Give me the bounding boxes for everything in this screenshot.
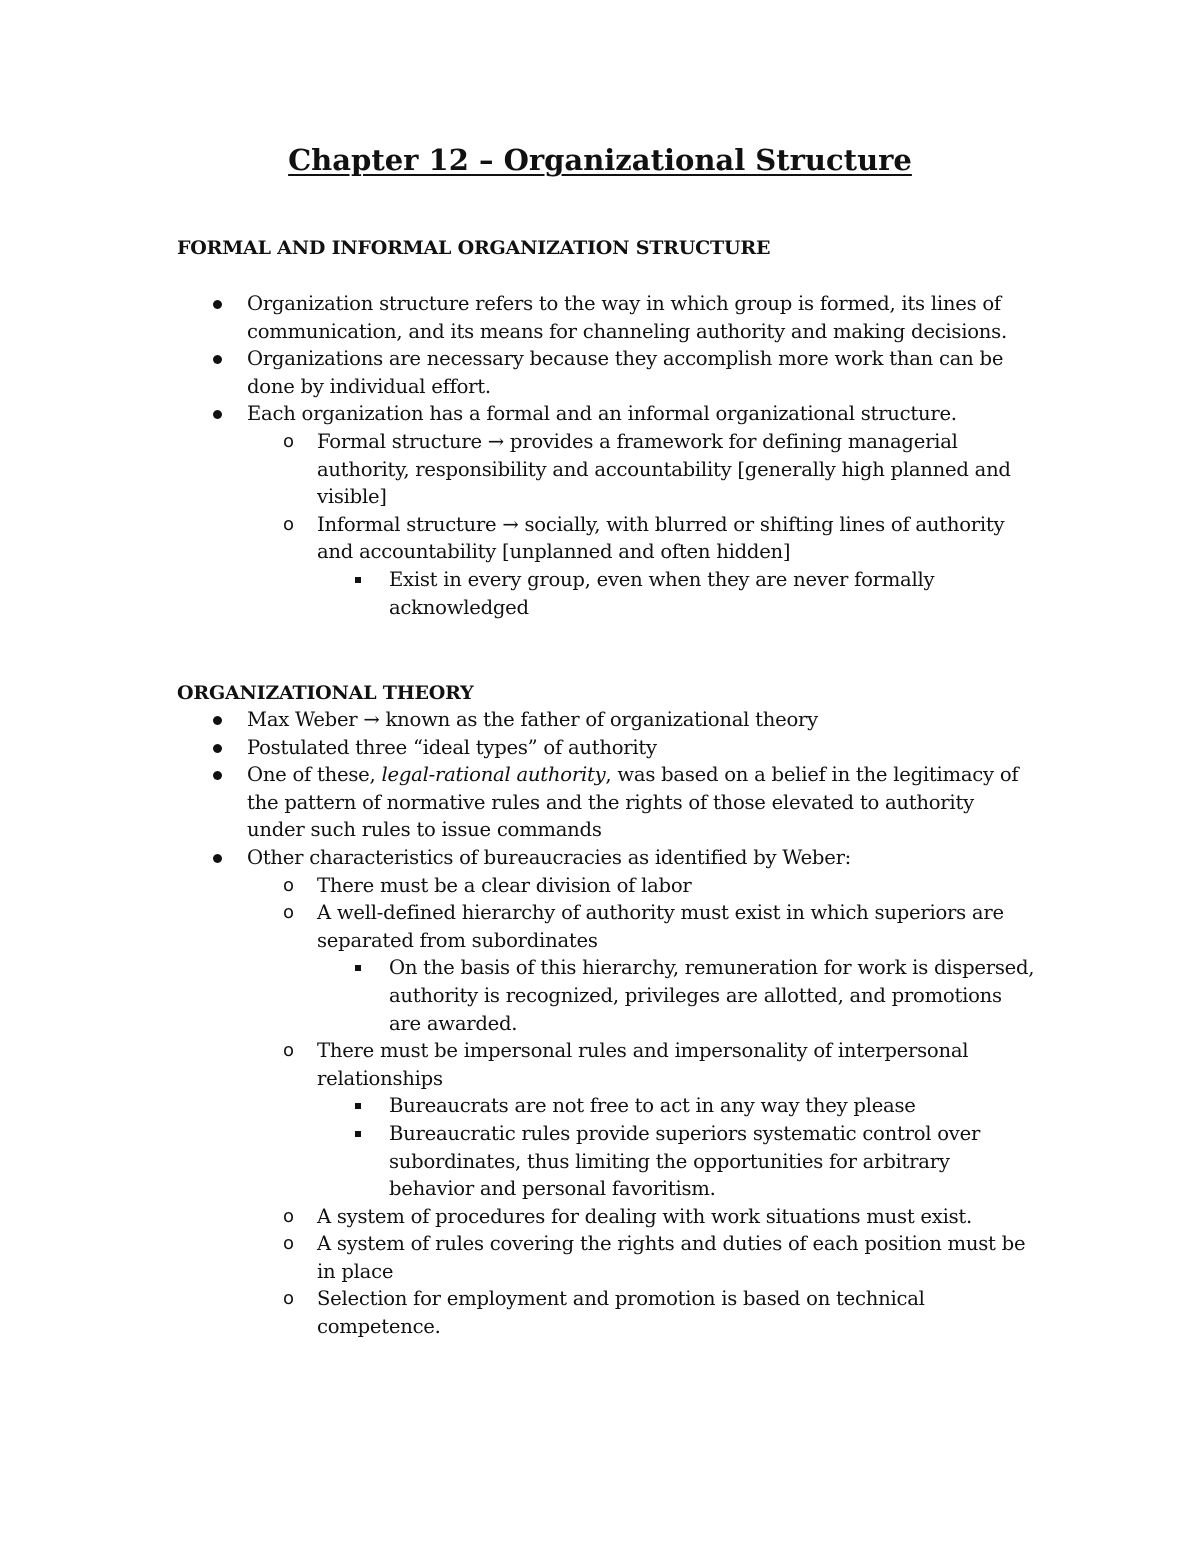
sub-list-item xyxy=(283,1230,1037,1285)
list-item xyxy=(247,761,1037,844)
list-item-text: Other characteristics of bureaucracies as identified by Weber: xyxy=(247,845,852,869)
list-item xyxy=(247,734,1037,762)
sub-sub-list-item xyxy=(389,954,1039,1037)
sub-list-item xyxy=(283,511,1037,566)
section-2-list xyxy=(0,706,1200,1341)
sub-list-item xyxy=(283,1203,1037,1231)
list-item-text: Organization structure refers to the way in which group is formed, its lines of communication, and its means for channeling authority and making decisions. xyxy=(247,292,1007,343)
list-item xyxy=(247,290,1037,345)
list-item-text: A system of rules covering the rights and duties of each position must be in place xyxy=(317,1232,1026,1283)
list-item xyxy=(247,400,1037,428)
sub-list-item xyxy=(283,1285,1037,1340)
page-title: Chapter 12 – Organizational Structure xyxy=(288,143,912,177)
circle-bullet-icon: o xyxy=(283,1040,294,1062)
list-item-text: A well-defined hierarchy of authority must exist in which superiors are separated from subordinates xyxy=(317,901,1004,952)
sub-list-item xyxy=(283,1037,1037,1092)
list-item-text: Max Weber → known as the father of organizational theory xyxy=(247,708,818,731)
list-item-text: Selection for employment and promotion is based on technical competence. xyxy=(317,1287,925,1339)
sub-list-item xyxy=(283,872,1037,900)
sub-sub-list-item xyxy=(389,1120,1039,1203)
circle-bullet-icon: o xyxy=(283,902,294,924)
list-item-text: Organizations are necessary because they accomplish more work than can be done by individual effort. xyxy=(247,347,1004,398)
list-item-text-lead: One of these, xyxy=(247,763,382,787)
list-item-text: Bureaucrats are not free to act in any way they please xyxy=(389,1094,916,1118)
list-item-text: On the basis of this hierarchy, remuneration for work is dispersed, authority is recognized, privileges are allotted, and promotions are awarded. xyxy=(389,956,1035,1035)
circle-bullet-icon: o xyxy=(283,430,294,452)
sub-list-item xyxy=(283,899,1037,954)
list-item-text: Informal structure → socially, with blurred or shifting lines of authority and accountability [unplanned and often hidden] xyxy=(317,512,1005,564)
list-item-text: Each organization has a formal and an informal organizational structure. xyxy=(247,402,957,426)
circle-bullet-icon: o xyxy=(283,874,294,896)
list-item-text: Postulated three “ideal types” of authority xyxy=(247,735,657,759)
list-item-text: There must be a clear division of labor xyxy=(317,873,692,897)
circle-bullet-icon: o xyxy=(283,513,294,535)
sub-sub-list-item xyxy=(389,1092,1039,1120)
section-heading-organizational-theory: ORGANIZATIONAL THEORY xyxy=(177,682,474,704)
list-item-text: Bureaucratic rules provide superiors systematic control over subordinates, thus limiting the opportunities for arbitrary behavior and personal favoritism. xyxy=(389,1121,981,1201)
circle-bullet-icon: o xyxy=(283,1205,294,1227)
section-heading-formal-informal: FORMAL AND INFORMAL ORGANIZATION STRUCTURE xyxy=(177,237,771,259)
list-item xyxy=(247,345,1037,400)
list-item-text: Exist in every group, even when they are never formally acknowledged xyxy=(389,567,935,619)
sub-sub-list-item xyxy=(389,566,1039,621)
list-item-text: There must be impersonal rules and impersonality of interpersonal relationships xyxy=(317,1039,969,1090)
list-item-text: Formal structure → provides a framework for defining managerial authority, responsibility and accountability [generally high planned and visible] xyxy=(317,429,1011,509)
list-item-emphasis: legal-rational authority xyxy=(381,763,606,787)
sub-list-item xyxy=(283,428,1037,511)
list-item xyxy=(247,706,1037,734)
list-item-text: A system of procedures for dealing with work situations must exist. xyxy=(317,1204,972,1228)
circle-bullet-icon: o xyxy=(283,1288,294,1310)
list-item-text-tail: , was based on a belief in the legitimacy of the pattern of normative rules and the rights of those elevated to authority under such rules to issue commands xyxy=(247,763,1019,842)
list-item xyxy=(247,844,1037,872)
circle-bullet-icon: o xyxy=(283,1233,294,1255)
section-1-list xyxy=(0,290,1200,621)
